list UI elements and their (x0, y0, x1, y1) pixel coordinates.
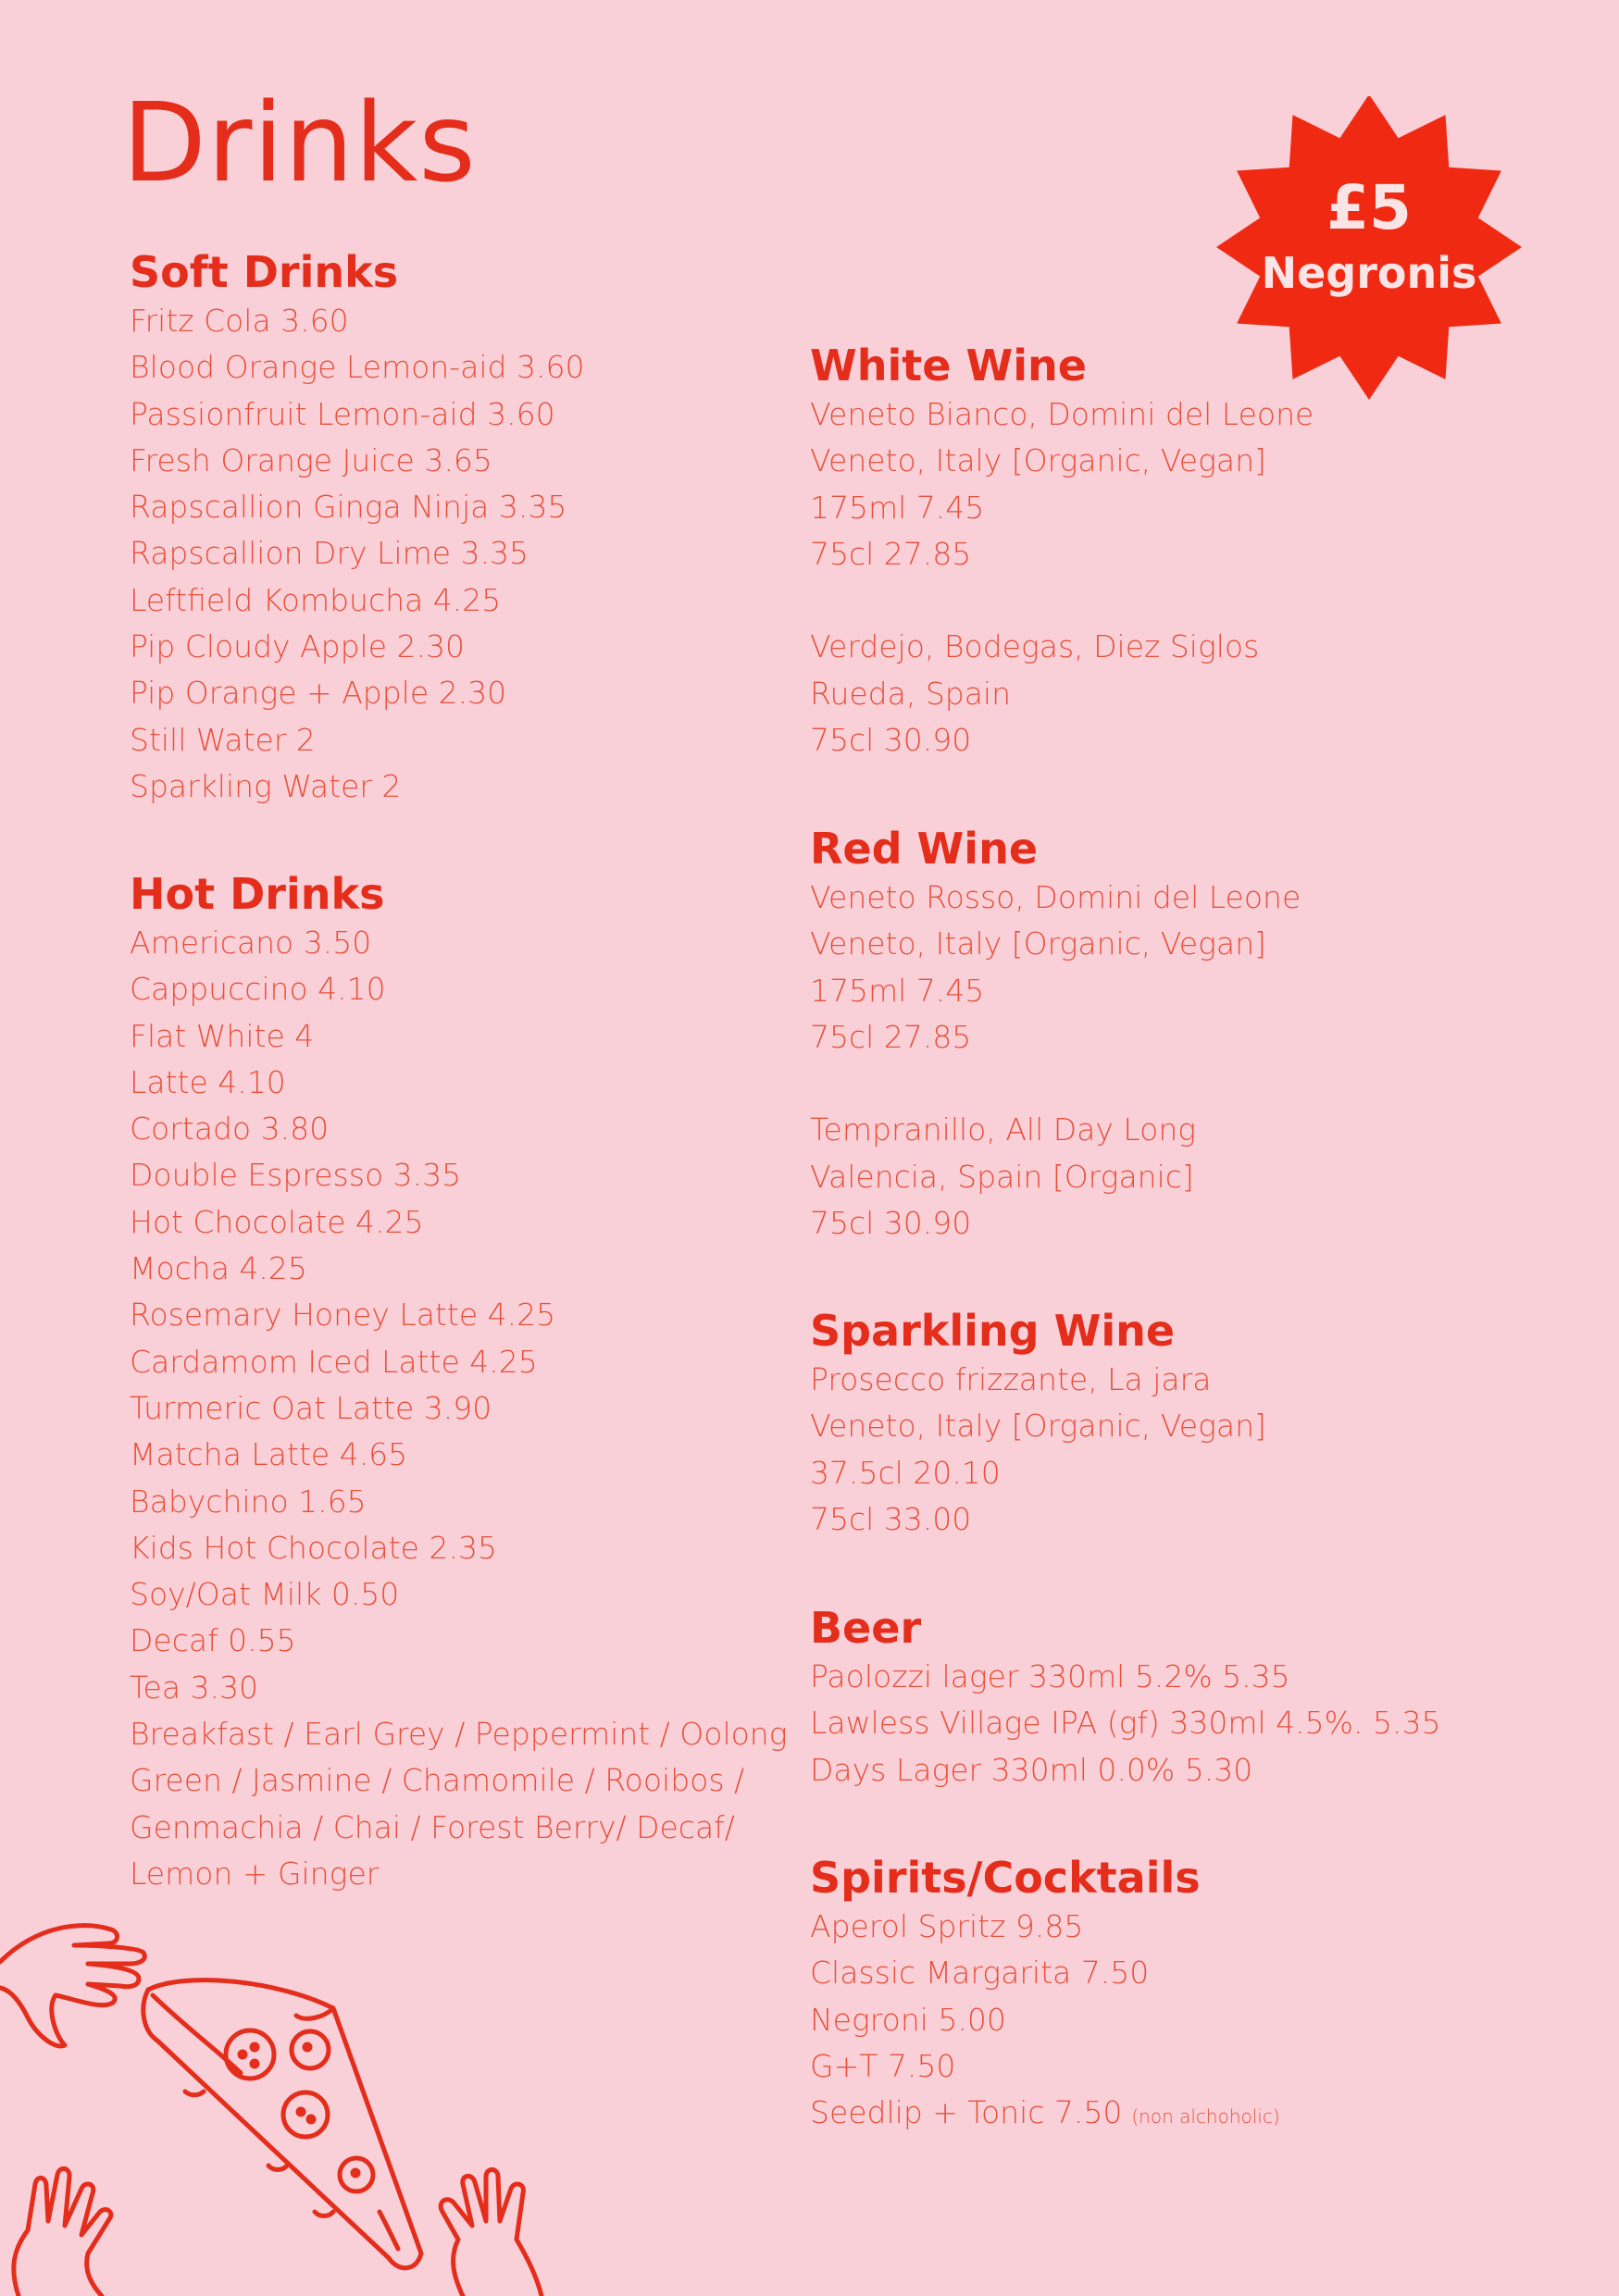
menu-item (130, 1665, 852, 1711)
menu-item (130, 1013, 852, 1060)
menu-item-text: Negroni 5.00 (810, 2001, 1006, 2038)
menu-item-text: Veneto, Italy [Organic, Vegan] (810, 1408, 1266, 1445)
menu-item-text: Tea 3.30 (130, 1669, 259, 1706)
menu-item (810, 2043, 1532, 2090)
soft-drinks-heading: Soft Drinks (130, 247, 399, 297)
menu-item (130, 624, 852, 670)
menu-item (130, 1152, 852, 1198)
menu-item-text: Turmeric Oat Latte 3.90 (130, 1389, 492, 1426)
menu-item (130, 1106, 852, 1152)
menu-item (810, 1450, 1532, 1496)
menu-item-text: Genmachia / Chai / Forest Berry/ Decaf/ (130, 1808, 735, 1845)
menu-item-text: Green / Jasmine / Chamomile / Rooibos / (130, 1762, 745, 1799)
menu-item (810, 624, 1532, 670)
menu-item (810, 875, 1532, 921)
menu-item-text: 75cl 27.85 (810, 1018, 972, 1055)
sparkling-wine-list (810, 1357, 1532, 1543)
menu-item-text: Cappuccino 4.10 (130, 971, 386, 1008)
menu-item (130, 1618, 852, 1664)
menu-item (810, 1014, 1532, 1061)
menu-item-text: 175ml 7.45 (810, 489, 985, 526)
hand-icon (441, 2170, 542, 2296)
pizza-hands-illustration (0, 1906, 611, 2296)
menu-item-text: Rapscallion Dry Lime 3.35 (130, 535, 529, 572)
menu-item-text: Matcha Latte 4.65 (130, 1436, 408, 1473)
menu-item (810, 531, 1532, 577)
menu-item-text: Pip Orange + Apple 2.30 (130, 675, 507, 712)
menu-item (130, 1525, 852, 1571)
menu-item (130, 920, 852, 966)
menu-item-text: Lawless Village IPA (gf) 330ml 4.5%. 5.35 (810, 1705, 1441, 1742)
menu-item-text: Veneto, Italy [Organic, Vegan] (810, 442, 1266, 479)
menu-item-text: Paolozzi lager 330ml 5.2% 5.35 (810, 1658, 1290, 1694)
menu-item (810, 391, 1532, 438)
menu-item-text: 75cl 27.85 (810, 535, 972, 572)
menu-item (130, 484, 852, 530)
menu-item-text: Babychino 1.65 (130, 1483, 367, 1520)
pizza-slice-icon (143, 1980, 421, 2268)
menu-item (810, 671, 1532, 717)
hand-icon (0, 1926, 144, 2046)
hot-drinks-heading: Hot Drinks (130, 869, 385, 919)
menu-item-text: 75cl 33.00 (810, 1500, 972, 1537)
menu-item (130, 438, 852, 484)
menu-item-text: Veneto Rosso, Domini del Leone (810, 879, 1301, 915)
menu-item (810, 921, 1532, 967)
page-title: Drinks (122, 79, 477, 206)
hot-drinks-section (130, 868, 852, 1897)
soft-drinks-list (130, 298, 852, 810)
menu-item-text: Valencia, Spain [Organic] (810, 1158, 1194, 1195)
menu-item-text: 175ml 7.45 (810, 972, 985, 1009)
menu-item (810, 1496, 1532, 1543)
menu-item (810, 438, 1532, 484)
menu-item-text: Days Lager 330ml 0.0% 5.30 (810, 1751, 1253, 1788)
menu-item (810, 577, 1532, 624)
beer-section (810, 1602, 1532, 1793)
red-wine-heading: Red Wine (810, 824, 1039, 874)
menu-item-text: Pip Cloudy Apple 2.30 (130, 628, 465, 665)
menu-item (130, 763, 852, 810)
menu-item-text: Decaf 0.55 (130, 1622, 296, 1659)
badge-label: Negronis (1261, 248, 1477, 298)
menu-item (130, 1571, 852, 1618)
menu-item (810, 1154, 1532, 1200)
menu-item (810, 1700, 1532, 1746)
menu-item-text: Hot Chocolate 4.25 (130, 1203, 424, 1240)
menu-item-text: 75cl 30.90 (810, 722, 972, 759)
menu-item (130, 1339, 852, 1385)
sparkling-wine-heading: Sparkling Wine (810, 1306, 1176, 1356)
menu-item (130, 1851, 852, 1897)
menu-item (130, 1199, 852, 1246)
beer-heading: Beer (810, 1603, 922, 1653)
menu-item (810, 1200, 1532, 1247)
menu-item (130, 1246, 852, 1292)
red-wine-section (810, 823, 1532, 1247)
menu-item-text: Rosemary Honey Latte 4.25 (130, 1297, 556, 1334)
menu-item (810, 1357, 1532, 1403)
menu-item (130, 1385, 852, 1432)
menu-item-text: G+T 7.50 (810, 2047, 956, 2084)
menu-item (810, 1107, 1532, 1153)
menu-item-text: Still Water 2 (130, 721, 316, 758)
menu-item (130, 1711, 852, 1757)
hot-drinks-list (130, 920, 852, 1897)
menu-item (810, 1403, 1532, 1449)
menu-item-text: 75cl 30.90 (810, 1205, 972, 1242)
white-wine-section (810, 340, 1532, 763)
non-alcoholic-note: (non alchoholic) (1131, 2105, 1280, 2128)
menu-item (130, 530, 852, 577)
menu-item-text: Americano 3.50 (130, 925, 372, 961)
spirits-list (810, 1904, 1532, 2140)
soft-drinks-section (130, 246, 852, 810)
menu-item-text: Sparkling Water 2 (130, 767, 402, 804)
menu-item-text: Leftfield Kombucha 4.25 (130, 581, 502, 618)
menu-item-text: Rueda, Spain (810, 675, 1012, 712)
menu-item-text: Seedlip + Tonic 7.50 (810, 2094, 1123, 2131)
menu-item-text: 37.5cl 20.10 (810, 1454, 1001, 1491)
menu-item-text: Verdejo, Bodegas, Diez Siglos (810, 628, 1260, 665)
menu-item-text: Double Espresso 3.35 (130, 1157, 462, 1194)
menu-item-text: Veneto Bianco, Domini del Leone (810, 396, 1314, 432)
menu-item-text: Lemon + Ginger (130, 1855, 380, 1892)
menu-item (810, 2090, 1532, 2140)
menu-item (130, 344, 852, 391)
menu-item (130, 1432, 852, 1478)
menu-item-text: Rapscallion Ginga Ninja 3.35 (130, 489, 567, 526)
menu-item (130, 298, 852, 344)
menu-item (130, 670, 852, 716)
menu-item (130, 1060, 852, 1106)
menu-item-text: Kids Hot Chocolate 2.35 (130, 1529, 497, 1566)
menu-item-text: Passionfruit Lemon-aid 3.60 (130, 395, 555, 432)
menu-item-text: Latte 4.10 (130, 1063, 286, 1100)
menu-item (810, 968, 1532, 1014)
menu-item (810, 1904, 1532, 1950)
menu-item (810, 717, 1532, 763)
menu-item (130, 1757, 852, 1804)
badge-price: £5 (1326, 172, 1412, 243)
menu-item (810, 1061, 1532, 1107)
menu-item (130, 577, 852, 624)
menu-item (130, 391, 852, 438)
menu-item-text: Classic Margarita 7.50 (810, 1955, 1150, 1992)
menu-item-text: Flat White 4 (130, 1017, 315, 1054)
hand-icon (14, 2168, 111, 2296)
menu-item-text: Blood Orange Lemon-aid 3.60 (130, 349, 585, 386)
menu-item (810, 1997, 1532, 2043)
menu-item (810, 1654, 1532, 1700)
menu-item (130, 1479, 852, 1525)
red-wine-list (810, 875, 1532, 1247)
menu-item (130, 1805, 852, 1851)
menu-item-text: Veneto, Italy [Organic, Vegan] (810, 925, 1266, 962)
spirits-heading: Spirits/Cocktails (810, 1853, 1201, 1903)
menu-item-text: Tempranillo, All Day Long (810, 1111, 1197, 1148)
menu-item (810, 485, 1532, 531)
menu-item-text: Fresh Orange Juice 3.65 (130, 441, 492, 478)
menu-item-text: Breakfast / Earl Grey / Peppermint / Oolong (130, 1716, 788, 1753)
menu-item (810, 1747, 1532, 1793)
menu-item-text: Cortado 3.80 (130, 1111, 330, 1148)
menu-item (130, 717, 852, 763)
menu-item-text: Prosecco frizzante, La jara (810, 1361, 1212, 1397)
menu-item-text: Cardamom Iced Latte 4.25 (130, 1343, 538, 1380)
white-wine-list (810, 391, 1532, 763)
menu-item (130, 1292, 852, 1338)
menu-item-text: Aperol Spritz 9.85 (810, 1908, 1084, 1944)
spirits-section (810, 1852, 1532, 2140)
menu-item-text: Mocha 4.25 (130, 1250, 307, 1287)
menu-item-text: Soy/Oat Milk 0.50 (130, 1576, 400, 1613)
menu-item-text: Fritz Cola 3.60 (130, 303, 349, 339)
menu-item (130, 966, 852, 1012)
white-wine-heading: White Wine (810, 341, 1087, 391)
menu-item (810, 1950, 1532, 1996)
beer-list (810, 1654, 1532, 1793)
sparkling-wine-section (810, 1305, 1532, 1543)
